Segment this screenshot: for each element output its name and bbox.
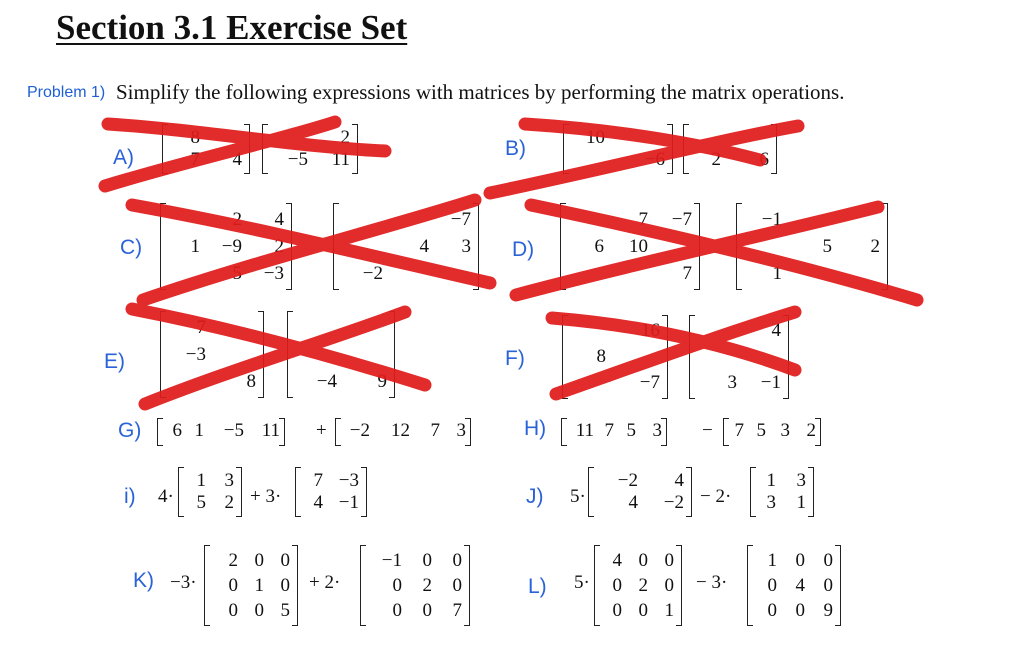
row-entry: 1 bbox=[194, 420, 204, 441]
matrix-l-1-right-bracket bbox=[676, 545, 682, 626]
matrix-cell: 4 bbox=[612, 549, 622, 571]
scalar-j-1: 5· bbox=[570, 486, 586, 507]
matrix-cell: 3 bbox=[796, 470, 806, 491]
matrix-cell: 4 bbox=[771, 320, 781, 341]
matrix-cell: 0 bbox=[452, 574, 462, 596]
matrix-j-1-left-bracket bbox=[588, 467, 594, 517]
row-matrix-g-1 bbox=[157, 418, 285, 446]
row-entry: 11 bbox=[575, 420, 594, 441]
matrix-a-2 bbox=[262, 124, 358, 174]
matrix-cell: 6 bbox=[594, 235, 604, 257]
matrix-f-1-right-bracket bbox=[662, 315, 668, 399]
matrix-cell: −2 bbox=[362, 262, 383, 284]
matrix-cell: 7 bbox=[313, 470, 323, 491]
matrix-j-2-left-bracket bbox=[750, 467, 756, 517]
matrix-f-2-left-bracket bbox=[689, 315, 695, 399]
matrix-cell: 0 bbox=[795, 599, 805, 621]
matrix-cell: 4 bbox=[313, 492, 323, 513]
matrix-cell: 5 bbox=[822, 235, 832, 257]
matrix-d-2-right-bracket bbox=[882, 203, 888, 290]
operator-i: + 3· bbox=[250, 486, 282, 507]
matrix-k-1-right-bracket bbox=[292, 545, 298, 626]
matrix-cell: −3 bbox=[263, 262, 284, 284]
matrix-a-1 bbox=[162, 124, 250, 174]
scalar-l-1: 5· bbox=[574, 572, 590, 593]
matrix-cell: 4 bbox=[795, 574, 805, 596]
matrix-cell: −4 bbox=[316, 370, 337, 392]
matrix-cell: −2 bbox=[663, 492, 684, 513]
item-label-a: A) bbox=[113, 146, 134, 169]
matrix-l-1 bbox=[594, 545, 682, 626]
row-entry: 6 bbox=[172, 420, 182, 441]
row-entry: −5 bbox=[223, 420, 244, 441]
matrix-cell: 1 bbox=[796, 492, 806, 513]
matrix-cell: 3 bbox=[727, 372, 737, 393]
item-label-k: K) bbox=[133, 569, 154, 592]
matrix-d-1-right-bracket bbox=[694, 203, 700, 290]
matrix-cell: 2 bbox=[228, 549, 238, 571]
matrix-b-1-left-bracket bbox=[563, 124, 569, 174]
matrix-f-2 bbox=[689, 315, 789, 399]
matrix-cell: 10 bbox=[586, 127, 605, 148]
matrix-e-2-right-bracket bbox=[389, 311, 395, 398]
matrix-c-1-right-bracket bbox=[286, 203, 292, 290]
matrix-cell: 0 bbox=[228, 599, 238, 621]
matrix-d-1-left-bracket bbox=[560, 203, 566, 290]
matrix-cell: 2 bbox=[422, 574, 432, 596]
row-entry: 5 bbox=[756, 420, 766, 441]
matrix-cell: 4 bbox=[274, 208, 284, 230]
matrix-j-1 bbox=[588, 467, 692, 517]
row-entry: 7 bbox=[604, 420, 614, 441]
matrix-cell: 0 bbox=[638, 549, 648, 571]
matrix-b-2 bbox=[683, 124, 777, 174]
matrix-e-1 bbox=[160, 311, 264, 398]
item-label-f: F) bbox=[505, 347, 525, 370]
row-matrix-g-2 bbox=[335, 418, 471, 446]
matrix-b-2-left-bracket bbox=[683, 124, 689, 174]
matrix-cell: −7 bbox=[671, 208, 692, 230]
matrix-cell: 0 bbox=[452, 549, 462, 571]
matrix-i-1 bbox=[178, 467, 242, 517]
row-entry: 2 bbox=[806, 420, 816, 441]
matrix-cell: 4 bbox=[628, 492, 638, 513]
matrix-l-1-left-bracket bbox=[594, 545, 600, 626]
matrix-cell: 2 bbox=[638, 574, 648, 596]
matrix-c-2 bbox=[333, 203, 479, 290]
minus-operator-h: − bbox=[702, 420, 713, 441]
item-label-c: C) bbox=[120, 236, 143, 259]
matrix-cell: 0 bbox=[612, 599, 622, 621]
matrix-cell: 7 bbox=[682, 262, 692, 284]
matrix-cell: −3 bbox=[185, 343, 206, 365]
matrix-j-2-right-bracket bbox=[808, 467, 814, 517]
matrix-cell: 0 bbox=[280, 574, 290, 596]
matrix-cell: 0 bbox=[767, 574, 777, 596]
matrix-cell: 2 bbox=[711, 149, 721, 170]
scalar-k-1: −3· bbox=[170, 572, 197, 593]
matrix-cell: 3 bbox=[766, 492, 776, 513]
matrix-cell: 1 bbox=[766, 470, 776, 491]
row-entry: 12 bbox=[391, 420, 410, 441]
matrix-cell: −7 bbox=[450, 208, 471, 230]
matrix-cell: 8 bbox=[246, 370, 256, 392]
matrix-i-2 bbox=[295, 467, 367, 517]
matrix-c-2-left-bracket bbox=[333, 203, 339, 290]
matrix-cell: 6 bbox=[759, 149, 769, 170]
matrix-cell: −2 bbox=[617, 470, 638, 491]
matrix-f-1-left-bracket bbox=[562, 315, 568, 399]
operator-j: − 2· bbox=[700, 486, 732, 507]
row-entry: 3 bbox=[780, 420, 790, 441]
matrix-cell: −6 bbox=[644, 149, 665, 170]
matrix-c-2-right-bracket bbox=[473, 203, 479, 290]
matrix-cell: 0 bbox=[254, 549, 264, 571]
matrix-k-2 bbox=[360, 545, 470, 626]
matrix-cell: 0 bbox=[664, 549, 674, 571]
matrix-cell: 0 bbox=[767, 599, 777, 621]
matrix-k-2-right-bracket bbox=[464, 545, 470, 626]
matrix-b-1 bbox=[563, 124, 673, 174]
matrix-f-1 bbox=[562, 315, 668, 399]
row-entry: 7 bbox=[734, 420, 744, 441]
matrix-cell: 8 bbox=[596, 346, 606, 367]
matrix-i-2-left-bracket bbox=[295, 467, 301, 517]
matrix-f-2-right-bracket bbox=[783, 315, 789, 399]
matrix-cell: 0 bbox=[422, 599, 432, 621]
item-label-e: E) bbox=[104, 350, 125, 373]
matrix-i-1-left-bracket bbox=[178, 467, 184, 517]
matrix-cell: −9 bbox=[221, 235, 242, 257]
row-entry: 11 bbox=[261, 420, 280, 441]
matrix-k-1 bbox=[204, 545, 298, 626]
row-entry: 7 bbox=[430, 420, 440, 441]
matrix-cell: 4 bbox=[419, 235, 429, 257]
matrix-cell: 0 bbox=[664, 574, 674, 596]
matrix-l-2-left-bracket bbox=[747, 545, 753, 626]
matrix-cell: 4 bbox=[674, 470, 684, 491]
matrix-k-2-left-bracket bbox=[360, 545, 366, 626]
matrix-d-2-left-bracket bbox=[736, 203, 742, 290]
matrix-cell: 0 bbox=[638, 599, 648, 621]
matrix-e-1-left-bracket bbox=[160, 311, 166, 398]
matrix-cell: 5 bbox=[280, 599, 290, 621]
matrix-d-1 bbox=[560, 203, 700, 290]
plus-operator-g: + bbox=[316, 420, 327, 441]
matrix-c-1 bbox=[160, 203, 292, 290]
page-title: Section 3.1 Exercise Set bbox=[56, 8, 408, 47]
matrix-cell: 1 bbox=[190, 235, 200, 257]
scalar-i-1: 4· bbox=[158, 486, 174, 507]
matrix-cell: 1 bbox=[196, 470, 206, 491]
item-label-j: J) bbox=[526, 485, 544, 508]
row-entry: 3 bbox=[456, 420, 466, 441]
operator-k: + 2· bbox=[309, 572, 341, 593]
matrix-cell: −5 bbox=[287, 149, 308, 170]
matrix-cell: 4 bbox=[232, 149, 242, 170]
matrix-j-1-right-bracket bbox=[686, 467, 692, 517]
row-matrix-h-1 bbox=[561, 418, 667, 446]
matrix-cell: 2 bbox=[224, 492, 234, 513]
matrix-d-2 bbox=[736, 203, 888, 290]
item-label-g: G) bbox=[118, 419, 142, 442]
matrix-cell: −3 bbox=[338, 470, 359, 491]
matrix-c-1-left-bracket bbox=[160, 203, 166, 290]
problem-text: Simplify the following expressions with matrices by performing the matrix operations. bbox=[116, 80, 845, 104]
matrix-cell: 0 bbox=[422, 549, 432, 571]
matrix-a-2-right-bracket bbox=[352, 124, 358, 174]
matrix-a-2-left-bracket bbox=[262, 124, 268, 174]
row-entry: 5 bbox=[626, 420, 636, 441]
matrix-cell: 8 bbox=[190, 127, 200, 148]
matrix-e-1-right-bracket bbox=[258, 311, 264, 398]
item-label-i: i) bbox=[124, 485, 136, 508]
matrix-cell: 0 bbox=[795, 549, 805, 571]
matrix-b-1-right-bracket bbox=[667, 124, 673, 174]
matrix-a-1-left-bracket bbox=[162, 124, 168, 174]
matrix-cell: 5 bbox=[196, 492, 206, 513]
matrix-i-1-right-bracket bbox=[236, 467, 242, 517]
matrix-cell: 7 bbox=[196, 316, 206, 338]
matrix-cell: 1 bbox=[664, 599, 674, 621]
item-label-b: B) bbox=[505, 137, 526, 160]
item-label-d: D) bbox=[512, 238, 535, 261]
matrix-cell: 1 bbox=[254, 574, 264, 596]
matrix-i-2-right-bracket bbox=[361, 467, 367, 517]
matrix-l-2-right-bracket bbox=[835, 545, 841, 626]
matrix-cell: 0 bbox=[823, 574, 833, 596]
matrix-l-2 bbox=[747, 545, 841, 626]
matrix-cell: −1 bbox=[760, 372, 781, 393]
operator-l: − 3· bbox=[696, 572, 728, 593]
matrix-cell: 11 bbox=[331, 149, 350, 170]
matrix-cell: 10 bbox=[629, 235, 648, 257]
row-entry: −2 bbox=[349, 420, 370, 441]
matrix-cell: 9 bbox=[823, 599, 833, 621]
matrix-b-2-right-bracket bbox=[771, 124, 777, 174]
matrix-cell: 2 bbox=[232, 208, 242, 230]
matrix-cell: 3 bbox=[461, 235, 471, 257]
matrix-cell: 0 bbox=[228, 574, 238, 596]
matrix-cell: 3 bbox=[224, 470, 234, 491]
matrix-cell: 7 bbox=[452, 599, 462, 621]
matrix-cell: 2 bbox=[274, 235, 284, 257]
matrix-cell: 0 bbox=[280, 549, 290, 571]
matrix-cell: 1 bbox=[767, 549, 777, 571]
item-label-h: H) bbox=[524, 417, 547, 440]
matrix-cell: 16 bbox=[641, 320, 660, 341]
matrix-cell: −1 bbox=[381, 549, 402, 571]
matrix-cell: 2 bbox=[340, 127, 350, 148]
matrix-cell: 0 bbox=[254, 599, 264, 621]
matrix-cell: 2 bbox=[870, 235, 880, 257]
matrix-j-2 bbox=[750, 467, 814, 517]
matrix-cell: 1 bbox=[772, 262, 782, 284]
matrix-cell: −1 bbox=[761, 208, 782, 230]
matrix-e-2 bbox=[287, 311, 395, 398]
matrix-cell: 0 bbox=[612, 574, 622, 596]
matrix-cell: 0 bbox=[392, 574, 402, 596]
matrix-cell: −7 bbox=[639, 372, 660, 393]
item-label-l: L) bbox=[528, 575, 547, 598]
matrix-cell: 0 bbox=[823, 549, 833, 571]
row-matrix-h-2 bbox=[723, 418, 821, 446]
matrix-cell: −1 bbox=[338, 492, 359, 513]
row-entry: 3 bbox=[652, 420, 662, 441]
matrix-cell: 5 bbox=[232, 262, 242, 284]
matrix-a-1-right-bracket bbox=[244, 124, 250, 174]
matrix-cell: 0 bbox=[392, 599, 402, 621]
matrix-e-2-left-bracket bbox=[287, 311, 293, 398]
matrix-cell: 7 bbox=[638, 208, 648, 230]
matrix-k-1-left-bracket bbox=[204, 545, 210, 626]
problem-label: Problem 1) bbox=[27, 84, 106, 101]
matrix-cell: 7 bbox=[190, 149, 200, 170]
matrix-cell: 9 bbox=[377, 370, 387, 392]
